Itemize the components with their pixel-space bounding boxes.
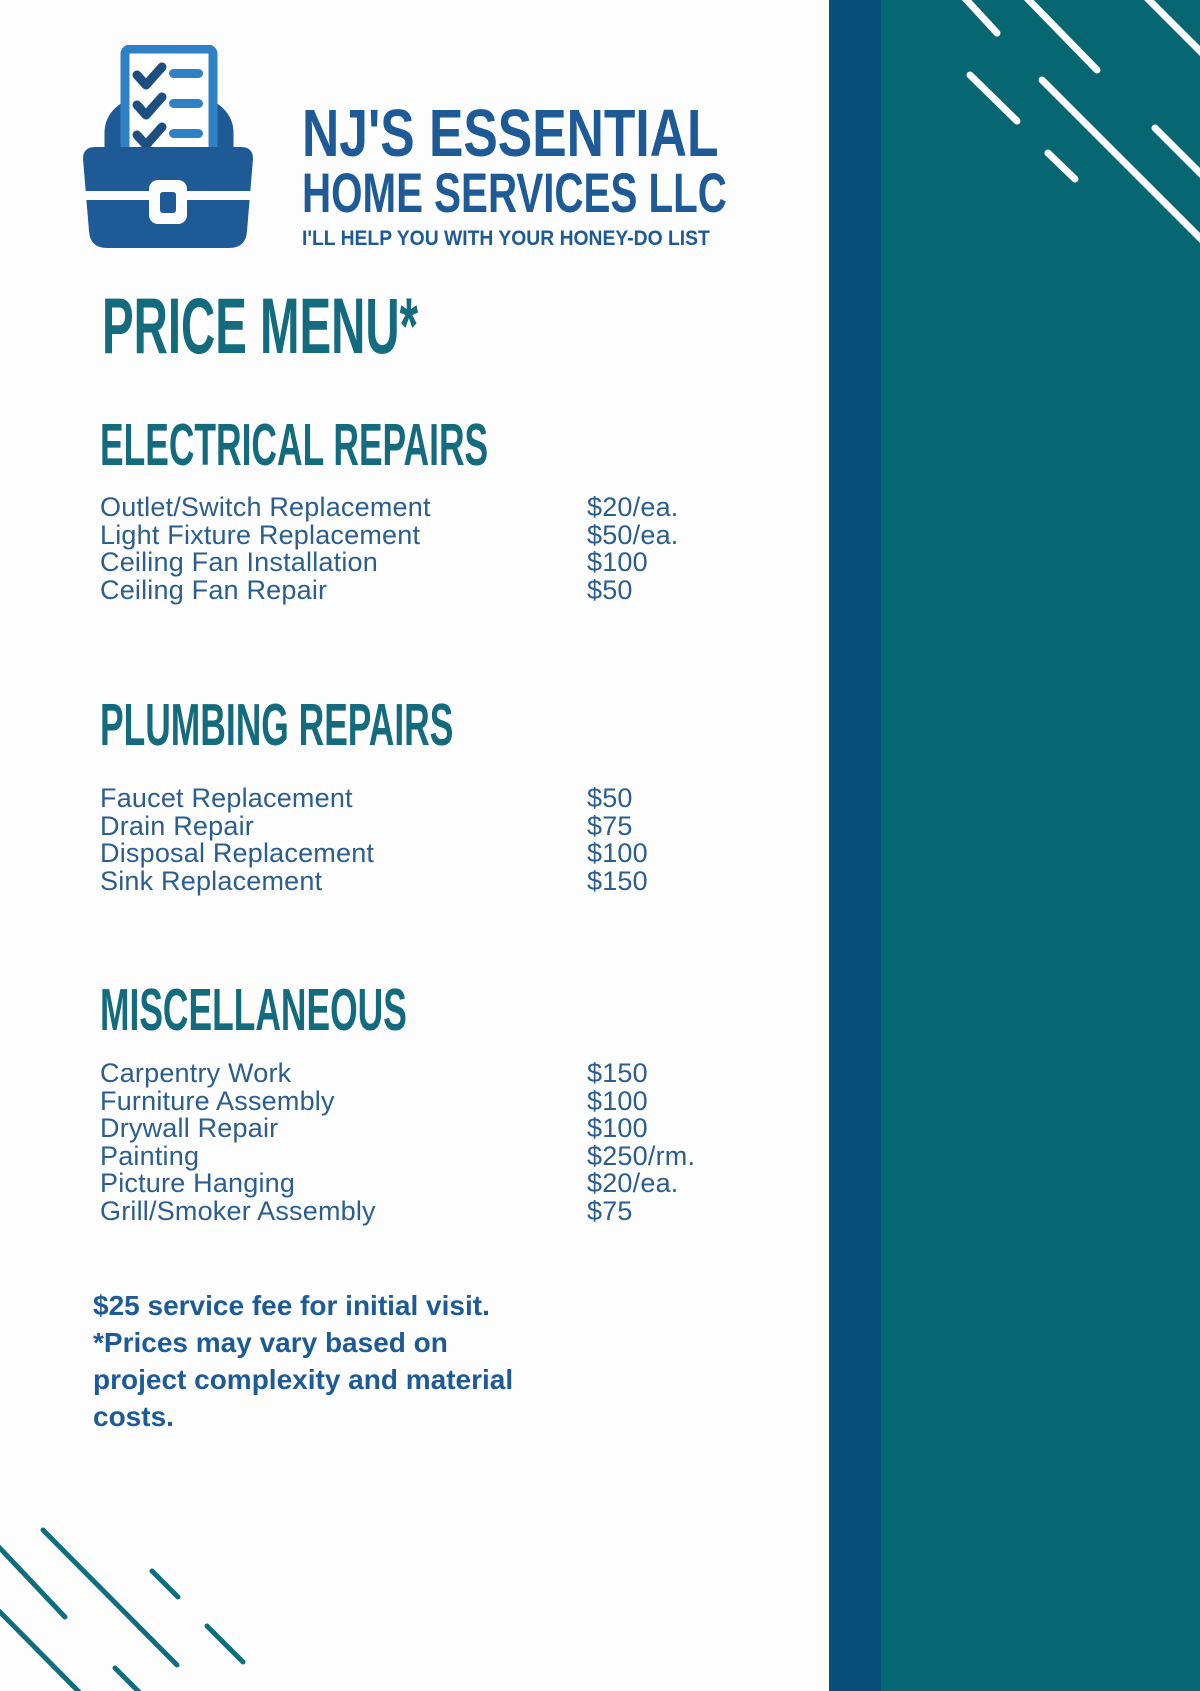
price-row — [100, 1170, 760, 1198]
service-name: Ceiling Fan Repair — [100, 574, 328, 605]
service-name: Carpentry Work — [100, 1058, 292, 1088]
price-row — [100, 1060, 760, 1088]
service-name: Grill/Smoker Assembly — [100, 1195, 376, 1226]
price-row — [100, 785, 760, 813]
price-row — [100, 1085, 760, 1116]
service-price: $75 — [587, 810, 633, 841]
price-row — [100, 840, 760, 868]
brand-tagline: I'LL HELP YOU WITH YOUR HONEY-DO LIST — [302, 227, 710, 250]
service-name: Picture Hanging — [100, 1168, 296, 1198]
service-price: $100 — [587, 1085, 648, 1116]
price-row — [100, 1140, 760, 1171]
service-name: Light Fixture Replacement — [100, 519, 421, 550]
service-price: $50 — [587, 783, 633, 813]
service-name: Sink Replacement — [100, 865, 323, 896]
service-price: $100 — [587, 1113, 648, 1143]
service-price: $20/ea. — [587, 492, 679, 522]
section-title-plumbing: PLUMBING REPAIRS — [100, 692, 454, 758]
price-row — [100, 865, 760, 896]
price-list-electrical — [100, 494, 760, 604]
price-list-miscellaneous — [100, 1060, 760, 1225]
service-price: $20/ea. — [587, 1168, 679, 1198]
service-name: Ceiling Fan Installation — [100, 547, 378, 577]
diagonal-dashes-bottom-left — [0, 1490, 270, 1691]
service-price: $100 — [587, 838, 648, 868]
diagonal-dashes-top-right — [881, 0, 1200, 260]
brand-name-line2: HOME SERVICES LLC — [302, 161, 727, 224]
price-row — [100, 519, 760, 550]
service-price: $50/ea. — [587, 519, 679, 550]
service-price: $150 — [587, 865, 648, 896]
price-row — [100, 1115, 760, 1143]
footnote-line: $25 service fee for initial visit. — [93, 1290, 490, 1321]
service-name: Outlet/Switch Replacement — [100, 492, 431, 522]
service-name: Drywall Repair — [100, 1113, 279, 1143]
navy-vertical-strip — [829, 0, 881, 1691]
service-price: $100 — [587, 547, 648, 577]
brand-name-line1: NJ'S ESSENTIAL — [302, 96, 719, 171]
page-title: PRICE MENU* — [102, 281, 419, 370]
toolbox-checklist-icon — [73, 45, 263, 250]
footnote-line: project complexity and material — [93, 1364, 514, 1395]
service-name: Disposal Replacement — [100, 838, 375, 868]
section-title-miscellaneous: MISCELLANEOUS — [100, 977, 407, 1043]
price-list-plumbing — [100, 785, 760, 895]
price-row — [100, 549, 760, 577]
price-row — [100, 494, 760, 522]
service-name: Drain Repair — [100, 810, 254, 841]
service-name: Painting — [100, 1140, 200, 1171]
service-name: Faucet Replacement — [100, 783, 353, 813]
price-row — [100, 810, 760, 841]
service-price: $250/rm. — [587, 1140, 696, 1171]
footnote-line: *Prices may vary based on — [93, 1327, 448, 1358]
teal-vertical-band — [881, 0, 1200, 1691]
section-title-electrical: ELECTRICAL REPAIRS — [100, 412, 489, 478]
service-price: $75 — [587, 1195, 633, 1226]
price-row — [100, 1195, 760, 1226]
price-row — [100, 574, 760, 605]
service-price: $50 — [587, 574, 633, 605]
footnote-line: costs. — [93, 1401, 174, 1432]
service-price: $150 — [587, 1058, 648, 1088]
footnote — [93, 1287, 563, 1435]
service-name: Furniture Assembly — [100, 1085, 335, 1116]
